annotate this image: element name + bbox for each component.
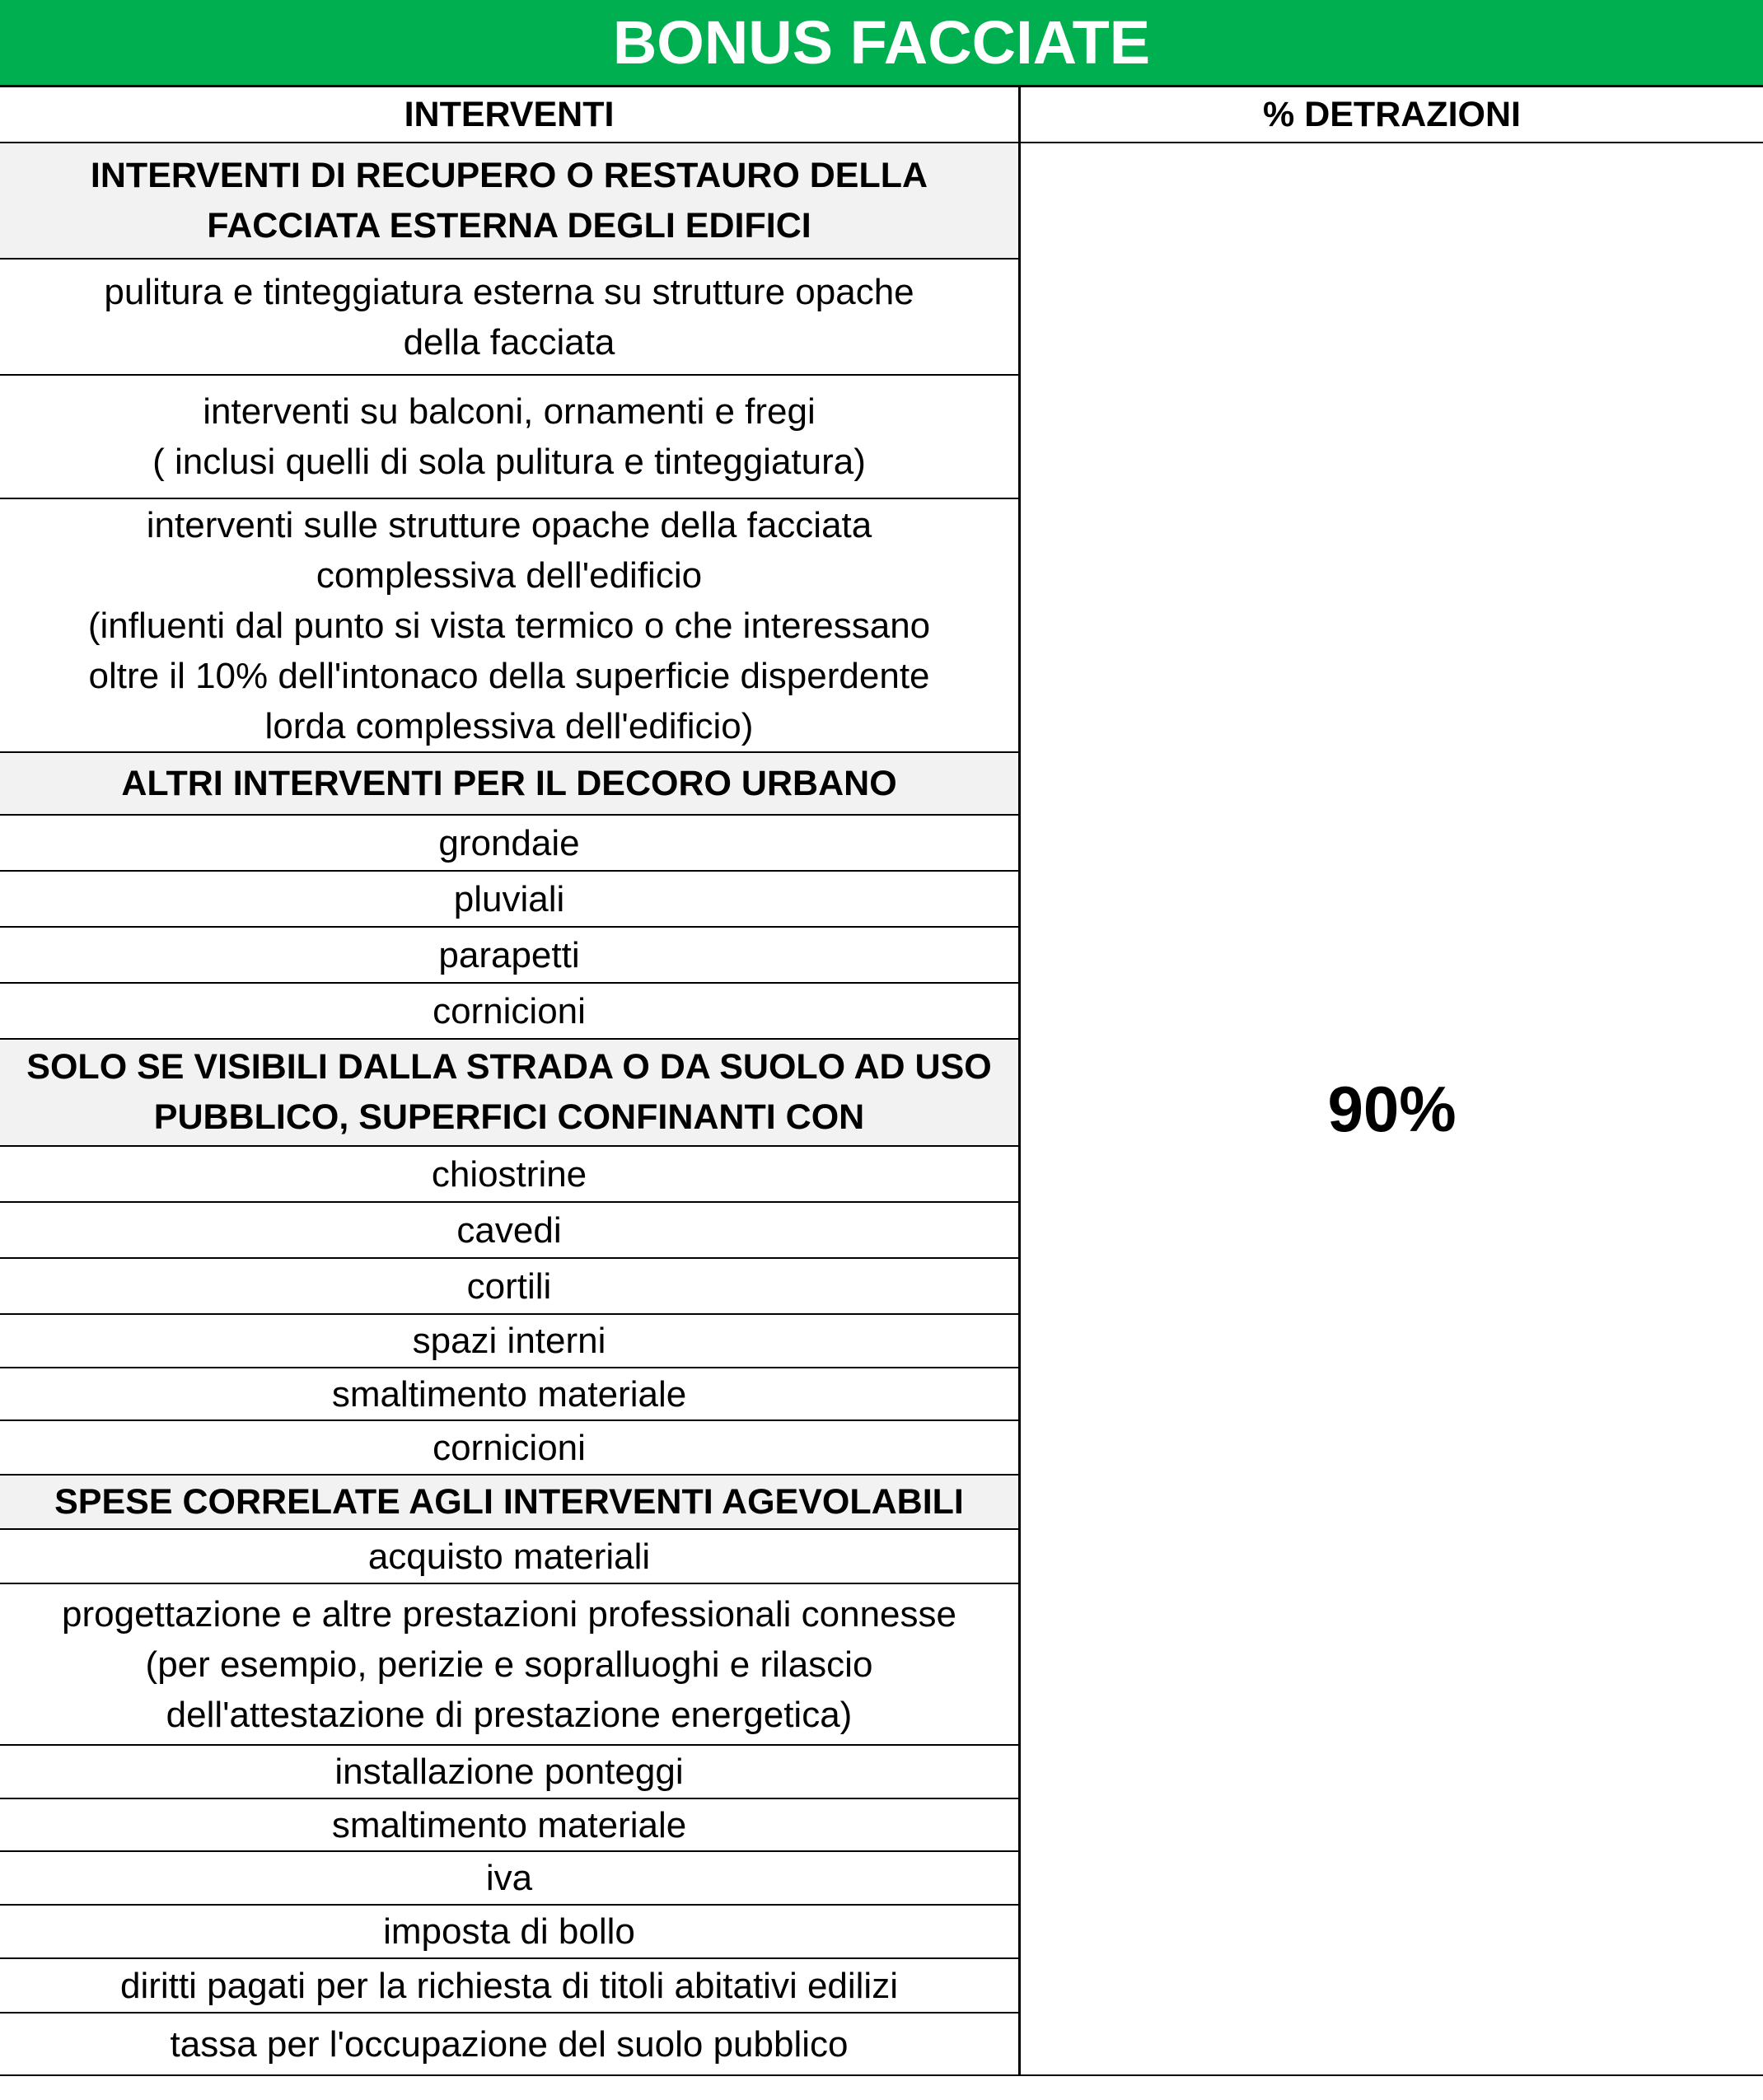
- table-row[interactable]: pulitura e tinteggiatura esterna su strutture opache della facciata: [0, 260, 1021, 376]
- table-row[interactable]: cavedi: [0, 1203, 1021, 1259]
- detrazione-percentage[interactable]: 90%: [1021, 143, 1763, 2076]
- table-row[interactable]: cornicioni: [0, 984, 1021, 1040]
- column-header-interventi[interactable]: INTERVENTI: [0, 87, 1021, 143]
- table-row[interactable]: smaltimento materiale: [0, 1368, 1021, 1421]
- table-row[interactable]: tassa per l'occupazione del suolo pubblico: [0, 2013, 1021, 2076]
- column-header-detrazioni[interactable]: % DETRAZIONI: [1021, 87, 1763, 143]
- bonus-table: [0, 87, 1763, 2085]
- table-row[interactable]: interventi su balconi, ornamenti e fregi ( inclusi quelli di sola pulitura e tinteggiatura): [0, 376, 1021, 499]
- sheet-title: BONUS FACCIATE: [0, 0, 1763, 87]
- table-row[interactable]: grondaie: [0, 816, 1021, 872]
- table-row[interactable]: iva: [0, 1852, 1021, 1906]
- table-row[interactable]: spazi interni: [0, 1315, 1021, 1368]
- table-row[interactable]: acquisto materiali: [0, 1530, 1021, 1584]
- section-header-visibili-strada[interactable]: SOLO SE VISIBILI DALLA STRADA O DA SUOLO AD USO PUBBLICO, SUPERFICI CONFINANTI CON: [0, 1040, 1021, 1147]
- table-row[interactable]: parapetti: [0, 928, 1021, 984]
- table-row[interactable]: pluviali: [0, 872, 1021, 928]
- table-row[interactable]: imposta di bollo: [0, 1906, 1021, 1959]
- section-header-recupero[interactable]: INTERVENTI DI RECUPERO O RESTAURO DELLA FACCIATA ESTERNA DEGLI EDIFICI: [0, 143, 1021, 260]
- table-row[interactable]: cortili: [0, 1259, 1021, 1315]
- table-row[interactable]: smaltimento materiale: [0, 1799, 1021, 1852]
- table-row[interactable]: progettazione e altre prestazioni professionali connesse (per esempio, perizie e sopralluoghi e rilascio dell'attestazione di prestazione energetica): [0, 1584, 1021, 1746]
- section-header-spese-correlate[interactable]: SPESE CORRELATE AGLI INTERVENTI AGEVOLABILI: [0, 1476, 1021, 1530]
- table-row[interactable]: chiostrine: [0, 1147, 1021, 1203]
- table-row[interactable]: diritti pagati per la richiesta di titoli abitativi edilizi: [0, 1959, 1021, 2013]
- section-header-decoro-urbano[interactable]: ALTRI INTERVENTI PER IL DECORO URBANO: [0, 753, 1021, 816]
- table-row[interactable]: installazione ponteggi: [0, 1746, 1021, 1799]
- table-row[interactable]: cornicioni: [0, 1421, 1021, 1476]
- table-row[interactable]: interventi sulle strutture opache della facciata complessiva dell'edificio (influenti dal punto si vista termico o che interessano oltre il 10% dell'intonaco della superficie disperdente lorda complessiva dell'edificio): [0, 499, 1021, 753]
